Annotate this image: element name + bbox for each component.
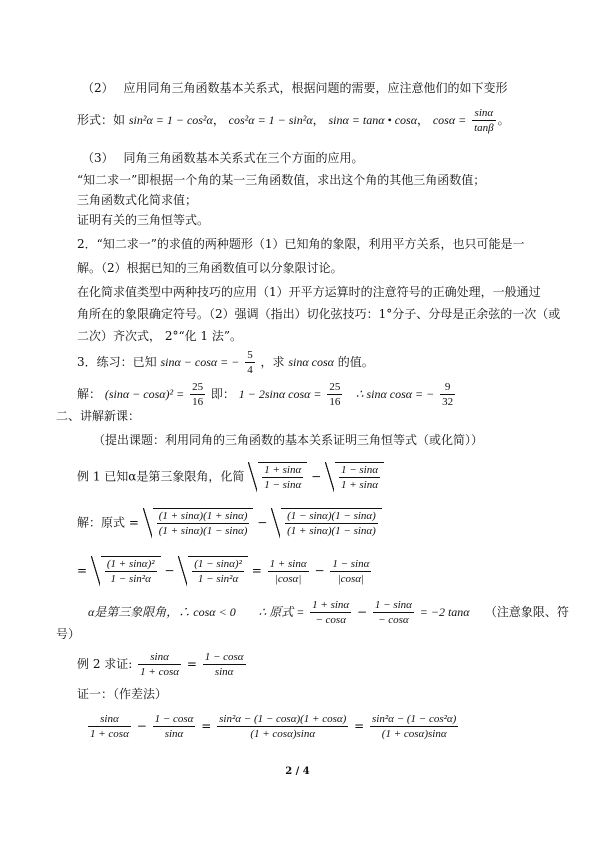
fraction: $\frac{1 + \sin\alpha}{|\cos\alpha|}$ — [269, 557, 307, 585]
fraction: $\frac{\sin\alpha}{\tan\beta}$ — [474, 107, 494, 134]
formula: = −2 tanα — [419, 605, 470, 619]
solution-step-2: = $\frac{\text{(1 + sinα)²}}{\text{1 − sin²α}}$ − $\frac{\text{(1 − sinα)²}}{\text{1 − sin²α}}$ = $\frac{1 + \sin\alpha}{|\cos\alpha|}$ − $\frac{1 - \sin\alpha}{|\cos\alpha|}$ — [77, 557, 370, 585]
text-line: 2．“知二求一”的求值的两种题形（1）已知角的象限，利用平方关系，也只可能是一 — [77, 237, 525, 251]
solution-line: 解： (sinα − cosα)² = $\frac{25}{16}$ 即： 1 − 2sinα cosα = $\frac{25}{16}$ ∴ sinα cosα = − $\frac{9}{32}$ — [77, 381, 454, 408]
sqrt — [271, 508, 382, 538]
formula: (sinα − cosα)² = — [104, 387, 185, 401]
example-2: 例 2 求证: $\frac{\sin\alpha}{1 + \cos\alpha}$ = $\frac{1 - \cos\alpha}{\sin\alpha}$ — [77, 651, 244, 678]
formula: sinα = tanα • cosα — [328, 113, 418, 127]
fraction: $\frac{\text{sin²α − (1 − cos²α)}}{(1 + \cos\alpha)\sin\alpha}$ — [372, 713, 457, 740]
fraction: $\frac{1 - \cos\alpha}{\sin\alpha}$ — [154, 713, 194, 740]
sqrt — [91, 556, 161, 586]
fraction: $\frac{(1 - \sin\alpha)(1 - \sin\alpha)}{(1 + \sin\alpha)(1 - \sin\alpha)}$ — [287, 510, 376, 537]
page-number: 2 / 4 — [285, 766, 310, 777]
fraction: $\frac{25}{16}$ — [192, 381, 204, 408]
fraction: $\frac{5}{4}$ — [247, 349, 253, 376]
fraction: $\frac{25}{16}$ — [329, 381, 341, 408]
fraction: $\frac{1 - \sin\alpha}{- \cos\alpha}$ — [374, 599, 412, 626]
formula: ∴ sinα cosα = − — [355, 387, 435, 401]
example-1: 例 1 已知α是第三象限角，化简 $\frac{1 + \sin\alpha}{1 - \sin\alpha}$ − $\frac{1 - \sin\alpha}{1 + \sin\alpha}$ — [77, 462, 384, 492]
text-line: 三角函数式化简求值； — [77, 193, 198, 207]
formula: sinα − cosα = − — [160, 355, 240, 369]
formula: sin²α = 1 − cos²α — [128, 113, 213, 127]
fraction: $\frac{1 + \sin\alpha}{- \cos\alpha}$ — [312, 599, 350, 626]
text-line: 证明有关的三角恒等式。 — [77, 213, 210, 227]
formula: cosα = — [432, 113, 467, 127]
exercise-line: 3．练习：已知 sinα − cosα = − $\frac{5}{4}$ ，求 sinα cosα 的值。 — [77, 349, 374, 376]
sqrt — [325, 462, 384, 492]
fraction: $\frac{(1 + \sin\alpha)(1 + \sin\alpha)}{(1 + \sin\alpha)(1 - \sin\alpha)}$ — [158, 510, 248, 537]
sqrt — [178, 556, 248, 586]
proof-heading: 证一：（作差法） — [77, 687, 168, 701]
proof-step: $\frac{\sin\alpha}{1 + \cos\alpha}$ − $\frac{1 - \cos\alpha}{\sin\alpha}$ = $\frac{\text{sin²α − (1 − cosα)(1 + cosα)}}{(1 + \cos\alpha)\sin\alpha}$ = $\frac{\text{sin²α − (1 − cos²α)}}{(1 + \cos\alpha)\sin\alpha}$ — [90, 713, 457, 740]
formula: sinα cosα — [288, 355, 334, 369]
fraction: $\frac{1 + \sin\alpha}{1 - \sin\alpha}$ — [264, 464, 302, 491]
fraction: $\frac{\text{(1 + sinα)²}}{\text{1 − sin²α}}$ — [106, 558, 155, 585]
text-line: 角所在的象限确定符号。（2）强调（指出）切化弦技巧：1°分子、分母是正余弦的一次（或 — [77, 307, 561, 321]
text-line: 号） — [56, 627, 81, 641]
text-line: “知二求一”即根据一个角的某一三角函数值，求出这个角的其他三角函数值； — [77, 173, 486, 187]
solution-step-3: α是第三象限角，∴ cosα < 0 ∴ 原式 = $\frac{1 + \sin\alpha}{- \cos\alpha}$ − $\frac{1 - \sin\alpha}{- \cos\alpha}$ = −2 tanα （注意象限、符 — [88, 599, 569, 626]
fraction: $\frac{\sin\alpha}{1 + \cos\alpha}$ — [140, 651, 180, 678]
fraction: $\frac{\text{sin²α − (1 − cosα)(1 + cosα)}}{(1 + \cos\alpha)\sin\alpha}$ — [219, 713, 347, 740]
formula: ∴ 原式 = — [258, 605, 305, 619]
text-line: 解。（2）根据已知的三角函数值可以分象限讨论。 — [77, 261, 343, 275]
formula-line-transforms: 形式：如 sin²α = 1 − cos²α， cos²α = 1 − sin²α， sinα = tanα • cosα， cosα = $\frac{\sin\alpha}{\tan\beta}$ 。 — [77, 107, 510, 134]
heading-applications: （3） 同角三角函数基本关系式在三个方面的应用。 — [82, 151, 364, 165]
section-heading: 二、讲解新课： — [56, 409, 141, 423]
formula: α是第三象限角，∴ cosα < 0 — [88, 605, 236, 619]
sqrt — [143, 508, 254, 538]
text-line: 在化简求值类型中两种技巧的应用（1）开平方运算时的注意符号的正确处理，一般通过 — [77, 285, 541, 299]
text-line: 二次）齐次式， 2°“化 1 法”。 — [77, 329, 242, 343]
fraction: $\frac{9}{32}$ — [442, 381, 454, 408]
fraction: $\frac{\sin\alpha}{1 + \cos\alpha}$ — [90, 713, 129, 740]
fraction: $\frac{1 - \sin\alpha}{|\cos\alpha|}$ — [332, 557, 370, 585]
fraction: $\frac{1 - \cos\alpha}{\sin\alpha}$ — [204, 651, 244, 678]
text-line: （提出课题：利用同角的三角函数的基本关系证明三角恒等式（或化简）） — [93, 433, 484, 447]
sqrt — [248, 462, 307, 492]
fraction: $\frac{\text{(1 − sinα)²}}{\text{1 − sin²α}}$ — [194, 558, 242, 585]
fraction: $\frac{1 - \sin\alpha}{1 + \sin\alpha}$ — [340, 464, 378, 491]
formula: cos²α = 1 − sin²α — [228, 113, 313, 127]
solution-step-1: 解：原式 = $\frac{(1 + \sin\alpha)(1 + \sin\alpha)}{(1 + \sin\alpha)(1 - \sin\alpha)}$ − $\frac{(1 - \sin\alpha)(1 - \sin\alpha)}{(1 + \sin\alpha)(1 - \sin\alpha)}$ — [77, 508, 382, 538]
para-relation-forms: （2） 应用同角三角函数基本关系式，根据问题的需要，应注意他们的如下变形 — [82, 81, 508, 95]
formula: 1 − 2sinα cosα = — [238, 387, 322, 401]
